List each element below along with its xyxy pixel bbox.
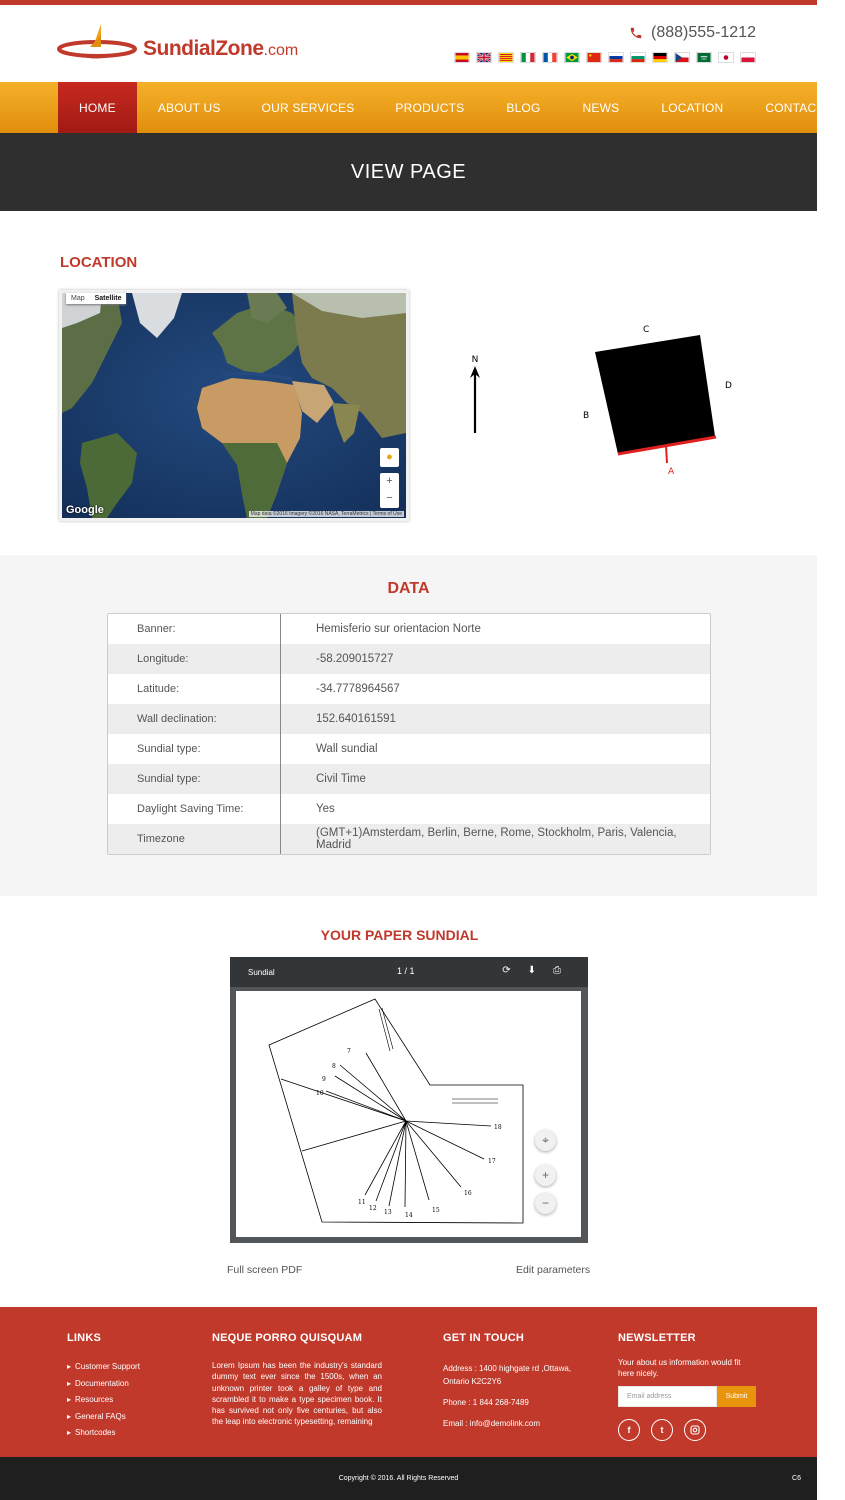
copyright-text: Copyright © 2016. All Rights Reserved xyxy=(338,1475,459,1482)
table-row xyxy=(108,824,710,854)
row-value: (GMT+1)Amsterdam, Berlin, Berne, Rome, Stockholm, Paris, Valencia, Madrid xyxy=(316,827,677,851)
row-label: Sundial type: xyxy=(108,764,281,794)
pdf-zoom-in-button[interactable]: + xyxy=(535,1165,556,1186)
germany-flag-icon[interactable] xyxy=(652,52,668,63)
wall-label-a: A xyxy=(668,467,675,477)
footer-link-customer-support[interactable]: ▸ Customer Support xyxy=(67,1359,140,1376)
logo-text: SundialZone.com xyxy=(143,37,299,60)
instagram-icon[interactable] xyxy=(684,1419,706,1441)
hour-label: 7 xyxy=(347,1048,351,1055)
footer-link-general-faqs[interactable]: ▸ General FAQs xyxy=(67,1409,140,1426)
hour-label: 11 xyxy=(358,1199,366,1206)
nav-home[interactable]: HOME xyxy=(58,82,137,133)
phone-number: (888)555-1212 xyxy=(651,24,756,41)
hour-label: 14 xyxy=(405,1212,413,1219)
france-flag-icon[interactable] xyxy=(542,52,558,63)
data-table xyxy=(107,613,711,855)
map-zoom-controls xyxy=(380,473,399,508)
nav-contact[interactable]: CONTACT xyxy=(765,101,824,115)
footer-phone: Phone : 1 844 268-7489 xyxy=(443,1398,529,1407)
footer-address: Address : 1400 highgate rd ,Ottawa, Ontario K2C2Y6 xyxy=(443,1364,572,1386)
hour-label: 8 xyxy=(332,1063,336,1070)
table-row xyxy=(108,674,710,704)
full-screen-pdf-link[interactable]: Full screen PDF xyxy=(227,1264,303,1276)
footer-link-resources[interactable]: ▸ Resources xyxy=(67,1392,140,1409)
fit-page-icon[interactable]: ⌖ xyxy=(535,1130,556,1151)
download-icon[interactable]: ⬇ xyxy=(527,965,536,976)
wall-orientation-diagram xyxy=(565,319,745,479)
zoom-in-button[interactable]: + xyxy=(386,475,393,487)
social-links xyxy=(618,1419,758,1441)
language-flags xyxy=(454,52,756,63)
hour-label: 17 xyxy=(488,1158,496,1165)
japan-flag-icon[interactable] xyxy=(718,52,734,63)
footer-about-column xyxy=(212,1332,382,1428)
footer-about-title: NEQUE PORRO QUISQUAM xyxy=(212,1332,363,1344)
facebook-icon[interactable]: f xyxy=(618,1419,640,1441)
copyright-bar xyxy=(0,1457,817,1500)
sundial-drawing xyxy=(236,991,581,1237)
footer-link-documentation[interactable]: ▸ Documentation xyxy=(67,1376,140,1393)
hour-label: 15 xyxy=(432,1207,440,1214)
hour-label: 12 xyxy=(369,1205,377,1212)
hour-label: 9 xyxy=(322,1076,326,1083)
pdf-page-current[interactable]: 1 xyxy=(397,966,403,976)
row-label: Banner: xyxy=(108,614,281,644)
table-row xyxy=(108,734,710,764)
russia-flag-icon[interactable] xyxy=(608,52,624,63)
pdf-page-total: / 1 xyxy=(404,966,415,976)
world-map-image xyxy=(62,293,406,518)
row-label: Wall declination: xyxy=(108,704,281,734)
uk-flag-icon[interactable] xyxy=(476,52,492,63)
row-value: Yes xyxy=(316,803,335,815)
location-section xyxy=(0,211,817,555)
row-value: 152.640161591 xyxy=(316,713,396,725)
paper-sundial-section xyxy=(0,896,817,1307)
edit-parameters-link[interactable]: Edit parameters xyxy=(516,1264,591,1276)
footer-links-column xyxy=(67,1332,140,1442)
pdf-zoom-out-button[interactable]: − xyxy=(535,1193,556,1214)
brazil-flag-icon[interactable] xyxy=(564,52,580,63)
pdf-page-indicator xyxy=(397,966,415,976)
map-tab-map[interactable]: Map xyxy=(71,295,85,302)
nav-about-us[interactable]: ABOUT US xyxy=(157,101,221,115)
map-attribution: Map data ©2016 Imagery ©2016 NASA, TerraMetrics | Terms of Use xyxy=(250,511,402,517)
pdf-actions xyxy=(502,965,561,976)
footer-contact-title: GET IN TOUCH xyxy=(443,1332,525,1344)
nav-news[interactable]: NEWS xyxy=(582,101,620,115)
pdf-toolbar xyxy=(230,957,588,987)
newsletter-submit-button[interactable]: Submit xyxy=(717,1386,756,1407)
row-label: Longitude: xyxy=(108,644,281,674)
hour-label: 16 xyxy=(464,1190,472,1197)
pdf-filename: Sundial xyxy=(248,967,275,977)
wall-label-c: C xyxy=(643,325,650,335)
footer-links-list xyxy=(67,1359,140,1442)
footer-contact-column xyxy=(443,1332,583,1438)
nav-our-services[interactable]: OUR SERVICES xyxy=(261,101,355,115)
paper-sundial-title: YOUR PAPER SUNDIAL xyxy=(320,927,479,943)
header-phone[interactable] xyxy=(629,24,756,42)
row-value: -34.7778964567 xyxy=(316,683,400,695)
site-header xyxy=(0,5,817,82)
row-label: Sundial type: xyxy=(108,734,281,764)
table-row xyxy=(108,794,710,824)
hour-label: 18 xyxy=(494,1124,502,1131)
nav-products[interactable]: PRODUCTS xyxy=(395,101,465,115)
rotate-icon[interactable]: ⟳ xyxy=(502,965,511,976)
pdf-page xyxy=(236,991,581,1237)
newsletter-email-input[interactable]: Email address xyxy=(618,1386,717,1407)
china-flag-icon[interactable] xyxy=(586,52,602,63)
nav-location[interactable]: LOCATION xyxy=(661,101,724,115)
twitter-icon[interactable]: t xyxy=(651,1419,673,1441)
zoom-out-button[interactable]: − xyxy=(386,492,393,504)
location-title: LOCATION xyxy=(60,254,138,271)
row-value: Wall sundial xyxy=(316,743,378,755)
hour-label: 10 xyxy=(316,1090,324,1097)
hour-label: 13 xyxy=(384,1209,392,1216)
footer-contact-info xyxy=(443,1362,583,1430)
row-label: Timezone xyxy=(108,824,281,854)
map-tab-satellite[interactable]: Satellite xyxy=(94,295,122,302)
wall-label-d: D xyxy=(725,381,732,391)
print-icon[interactable]: ⎙ xyxy=(553,965,561,976)
table-row xyxy=(108,614,710,644)
page-title: VIEW PAGE xyxy=(0,133,817,211)
table-row xyxy=(108,764,710,794)
newsletter-title: NEWSLETTER xyxy=(618,1332,696,1344)
terms-link[interactable]: Terms of Use xyxy=(372,511,402,517)
table-row xyxy=(108,704,710,734)
sundial-logo-icon xyxy=(57,22,143,66)
row-value: Hemisferio sur orientacion Norte xyxy=(316,623,481,635)
footer-about-text: Lorem Ipsum has been the industry's standard dummy text ever since the 1500s, when an unknown printer took a galley of type and scrambled it to make a type specimen book. It has survived not only five centuries, but also the leap into electronic typesetting, remaining xyxy=(212,1361,382,1427)
map-type-tabs xyxy=(66,293,126,304)
row-label: Latitude: xyxy=(108,674,281,704)
phone-icon xyxy=(629,26,643,40)
row-value: -58.209015727 xyxy=(316,653,394,665)
row-label: Daylight Saving Time: xyxy=(108,794,281,824)
newsletter-form xyxy=(618,1386,758,1407)
main-nav xyxy=(0,82,824,133)
google-logo: Google xyxy=(66,504,104,516)
data-section xyxy=(0,555,817,896)
row-value: Civil Time xyxy=(316,773,366,785)
north-arrow xyxy=(460,351,490,441)
satellite-map[interactable] xyxy=(59,290,409,521)
bulgaria-flag-icon[interactable] xyxy=(630,52,646,63)
compass-north-label: N xyxy=(471,355,479,365)
wall-label-b: B xyxy=(583,411,590,421)
table-row xyxy=(108,644,710,674)
saudi-flag-icon[interactable] xyxy=(696,52,712,63)
footer-link-shortcodes[interactable]: ▸ Shortcodes xyxy=(67,1425,140,1442)
pdf-viewer[interactable] xyxy=(230,957,588,1243)
spain-flag-icon[interactable] xyxy=(454,52,470,63)
site-footer xyxy=(0,1307,817,1457)
footer-email[interactable]: Email : info@demolink.com xyxy=(443,1419,541,1428)
footer-newsletter-column xyxy=(618,1332,758,1441)
newsletter-text: Your about us information would fit here nicely. xyxy=(618,1358,741,1378)
attribution-text: Map data ©2016 Imagery ©2016 NASA, TerraMetrics xyxy=(250,511,369,517)
data-title: DATA xyxy=(387,580,430,597)
pegman-icon[interactable]: ● xyxy=(380,448,399,467)
italy-flag-icon[interactable] xyxy=(520,52,536,63)
logo[interactable] xyxy=(57,22,297,66)
corner-badge: C6 xyxy=(792,1475,801,1482)
nav-blog[interactable]: BLOG xyxy=(506,101,541,115)
poland-flag-icon[interactable] xyxy=(740,52,756,63)
czech-flag-icon[interactable] xyxy=(674,52,690,63)
footer-links-title: LINKS xyxy=(67,1332,101,1344)
catalonia-flag-icon[interactable] xyxy=(498,52,514,63)
